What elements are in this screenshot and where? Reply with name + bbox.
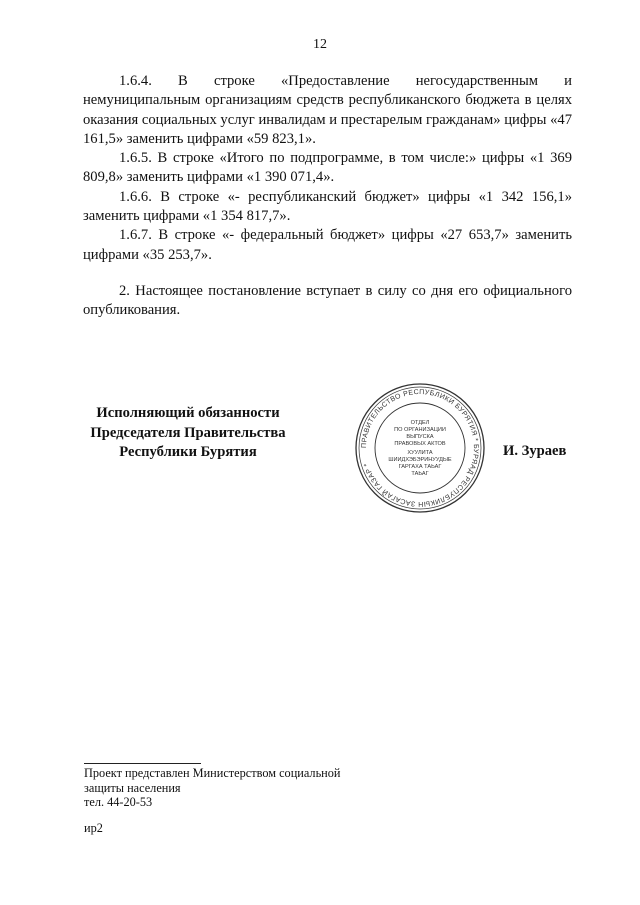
seal-ring-text: ПРАВИТЕЛЬСТВО РЕСПУБЛИКИ БУРЯТИЯ * БУРЯАД РЕСПУБЛИКЫН ЗАСАГАЙ ГАЗАР * (360, 388, 480, 508)
seal-center-line: ХУУЛИТА (407, 450, 433, 456)
document-body (83, 72, 572, 321)
paragraph-2: 2. Настоящее постановление вступает в силу со дня его официального опубликования. (83, 282, 572, 319)
seal-center-line: ВЫПУСКА (406, 434, 434, 440)
footnote (84, 766, 341, 810)
signatory-title-line-1: Исполняющий обязанности (96, 405, 280, 421)
signatory-title (82, 404, 294, 463)
document-code: ир2 (84, 821, 103, 835)
footnote-line-2: защиты населения (84, 780, 181, 795)
signatory-title-line-2: Председателя Правительства (90, 424, 286, 441)
svg-text:ПРАВИТЕЛЬСТВО РЕСПУБЛИКИ БУРЯТ (361, 389, 479, 507)
official-seal (352, 380, 488, 516)
footnote-line-1: Проект представлен Министерством социальной (84, 766, 341, 780)
seal-center-line: ПО ОРГАНИЗАЦИИ (394, 427, 446, 433)
seal-center-line: ОТДЕЛ (410, 420, 430, 426)
paragraph-1-6-4: 1.6.4. В строке «Предоставление негосударственным и немуниципальным организациям средств республиканского бюджета в целях оказания социальных услуг инвалидам и престарелым гражданам» цифры «47 161,5» заменить цифрами «59 823,1». (83, 73, 572, 147)
seal-center-line: ШИИДХЭБЭРИНУУДЫЕ (388, 457, 452, 463)
paragraph-1-6-7: 1.6.7. В строке «- федеральный бюджет» цифры «27 653,7» заменить цифрами «35 253,7». (83, 227, 572, 263)
seal-center-line: ПРАВОВЫХ АКТОВ (394, 441, 446, 447)
signatory-name: И. Зураев (503, 443, 567, 459)
page-number: 12 (313, 37, 327, 52)
paragraph-1-6-5: 1.6.5. В строке «Итого по подпрограмме, в том числе:» цифры «1 369 809,8» заменить цифрами «1 390 071,4». (83, 150, 572, 186)
seal-center-line: ГАРГАХА ТАЬАГ (398, 464, 442, 470)
paragraph-1-6-6: 1.6.6. В строке «- республиканский бюджет» цифры «1 342 156,1» заменить цифрами «1 354 817,7». (83, 188, 572, 225)
footnote-divider (84, 763, 201, 764)
seal-center-line: ТАЬАГ (411, 471, 429, 477)
footnote-line-3: тел. 44-20-53 (84, 795, 153, 810)
signatory-title-line-3: Республики Бурятия (119, 444, 257, 460)
